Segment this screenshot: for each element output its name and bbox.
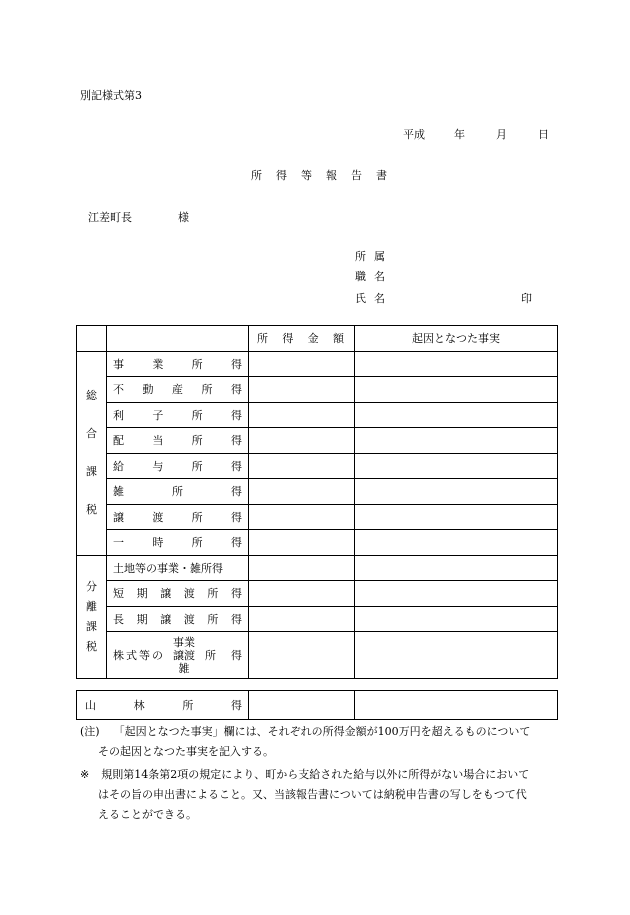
income-type-char: 渡 xyxy=(183,612,195,626)
income-type-char: 譲 xyxy=(113,510,124,524)
income-amount-cell[interactable] xyxy=(249,428,355,454)
income-fact-cell[interactable] xyxy=(355,504,558,530)
name-label: 氏名 xyxy=(355,292,393,305)
income-type-char: 事 xyxy=(113,357,124,371)
income-type-label xyxy=(107,479,249,505)
income-type-char: 時 xyxy=(152,536,164,550)
affiliation-label: 所属 xyxy=(355,250,393,263)
date-year: 年 xyxy=(454,128,465,141)
forest-income-char: 得 xyxy=(230,699,242,712)
table-row xyxy=(77,377,558,403)
income-type-char: 所 xyxy=(191,434,203,448)
income-type-char: 与 xyxy=(152,459,164,473)
income-type-char: 得 xyxy=(230,408,242,422)
income-type-char: 長 xyxy=(113,612,124,626)
table-row xyxy=(77,453,558,479)
income-type-char: 得 xyxy=(230,459,242,473)
income-type-char: 得 xyxy=(231,383,242,397)
income-type-char: 所 xyxy=(191,408,203,422)
income-type-char: 期 xyxy=(136,612,148,626)
date-line xyxy=(403,129,549,140)
income-type-char: 渡 xyxy=(152,510,164,524)
form-id: 別記様式第3 xyxy=(80,89,142,102)
income-type-char: 当 xyxy=(152,434,164,448)
income-fact-cell[interactable] xyxy=(355,479,558,505)
header-fact: 起因となつた事実 xyxy=(355,326,558,352)
stock-suffix-char: 得 xyxy=(231,649,242,662)
income-type-char: 所 xyxy=(207,587,219,601)
income-type-char: 所 xyxy=(207,612,219,626)
income-type-char: 利 xyxy=(113,408,124,422)
table-row xyxy=(77,632,558,679)
note-2-line-1: 規則第14条第2項の規定により、町から支給された給与以外に所得がない場合において xyxy=(101,768,530,781)
income-type-char: 渡 xyxy=(183,587,195,601)
income-amount-cell[interactable] xyxy=(249,581,355,607)
income-amount-cell[interactable] xyxy=(249,377,355,403)
income-type-char: 得 xyxy=(230,434,242,448)
income-type-char: 得 xyxy=(230,612,242,626)
income-type-char: 得 xyxy=(231,485,242,499)
income-type-char: 産 xyxy=(172,383,183,397)
note-1-mark: (注) xyxy=(80,725,100,738)
income-type-label: 土地等の事業・雑所得 xyxy=(107,555,249,581)
income-type-char: 子 xyxy=(152,408,164,422)
forest-income-amount[interactable] xyxy=(249,691,355,720)
income-amount-cell[interactable] xyxy=(249,479,355,505)
income-type-char: 所 xyxy=(191,357,203,371)
income-type-label xyxy=(107,530,249,556)
date-era: 平成 xyxy=(403,128,425,141)
income-amount-cell[interactable] xyxy=(249,632,355,679)
income-type-char: 譲 xyxy=(160,587,172,601)
income-fact-cell[interactable] xyxy=(355,632,558,679)
income-type-char: 期 xyxy=(136,587,148,601)
job-title-label: 職名 xyxy=(355,270,393,283)
group-label-text: 分 離 課 税 xyxy=(86,579,97,653)
income-type-char: 得 xyxy=(230,536,242,550)
income-type-char: 動 xyxy=(142,383,154,397)
header-blank-1 xyxy=(77,326,107,352)
income-type-char: 譲 xyxy=(160,612,172,626)
note-2-mark: ※ xyxy=(80,768,90,781)
income-type-label xyxy=(107,453,249,479)
income-fact-cell[interactable] xyxy=(355,453,558,479)
table-row xyxy=(77,428,558,454)
income-type-label xyxy=(107,606,249,632)
document-title: 所得等報告書 xyxy=(251,169,401,182)
income-type-label xyxy=(107,402,249,428)
income-type-char: 所 xyxy=(201,383,213,397)
income-type-char: 所 xyxy=(191,510,203,524)
income-type-char: 業 xyxy=(152,357,164,371)
income-fact-cell[interactable] xyxy=(355,377,558,403)
table-header-row xyxy=(77,326,558,352)
table-row xyxy=(77,351,558,377)
table-row xyxy=(77,479,558,505)
income-type-char: 所 xyxy=(172,485,183,499)
income-type-char: 短 xyxy=(113,587,124,601)
income-type-char: 雑 xyxy=(113,485,124,499)
income-amount-cell[interactable] xyxy=(249,453,355,479)
income-type-char: 得 xyxy=(230,510,242,524)
income-fact-cell[interactable] xyxy=(355,606,558,632)
stock-option: 雑 xyxy=(178,661,190,675)
table-row xyxy=(77,402,558,428)
income-type-char: 得 xyxy=(230,587,242,601)
table-row xyxy=(77,555,558,581)
header-amount xyxy=(249,326,355,352)
group-label-separate xyxy=(77,555,107,679)
income-amount-cell[interactable] xyxy=(249,504,355,530)
income-fact-cell[interactable] xyxy=(355,402,558,428)
header-amount-char: 金 xyxy=(307,332,319,346)
forest-income-table xyxy=(76,690,558,720)
header-amount-char: 得 xyxy=(282,332,294,346)
header-amount-char: 額 xyxy=(332,332,344,346)
income-type-char: 一 xyxy=(113,536,124,550)
income-fact-cell[interactable] xyxy=(355,428,558,454)
stock-suffix-char: 所 xyxy=(205,649,216,662)
table-row xyxy=(77,504,558,530)
seal-mark: 印 xyxy=(521,292,532,305)
income-amount-cell[interactable] xyxy=(249,402,355,428)
table-row xyxy=(77,530,558,556)
group-label-text: 総 合 課 税 xyxy=(86,389,97,516)
income-fact-cell[interactable] xyxy=(355,530,558,556)
stock-option: 事業 xyxy=(173,635,195,649)
table-row xyxy=(77,581,558,607)
note-2-line-3: えることができる。 xyxy=(98,808,197,821)
group-label-comprehensive xyxy=(77,351,107,555)
forest-income-label xyxy=(77,691,249,720)
date-day: 日 xyxy=(538,128,549,141)
income-type-char: 配 xyxy=(113,434,124,448)
addressee-name: 江差町長 xyxy=(88,211,132,224)
note-2 xyxy=(80,765,529,785)
stock-prefix: 株式等の xyxy=(113,649,165,662)
addressee xyxy=(88,212,189,223)
note-1-line-2: その起因となつた事実を記入する。 xyxy=(98,745,274,758)
note-1-line-1: 「起因となつた事実」欄には、それぞれの所得金額が100万円を超えるものについて xyxy=(113,725,531,738)
income-type-label xyxy=(107,351,249,377)
table-row xyxy=(77,691,558,720)
income-amount-cell[interactable] xyxy=(249,606,355,632)
income-type-char: 給 xyxy=(113,459,124,473)
income-amount-cell[interactable] xyxy=(249,351,355,377)
forest-income-fact[interactable] xyxy=(355,691,558,720)
income-amount-cell[interactable] xyxy=(249,555,355,581)
forest-income-char: 林 xyxy=(133,699,145,712)
income-fact-cell[interactable] xyxy=(355,555,558,581)
income-type-label xyxy=(107,377,249,403)
income-amount-cell[interactable] xyxy=(249,530,355,556)
header-amount-char: 所 xyxy=(257,332,268,346)
income-type-char: 不 xyxy=(113,383,124,397)
income-fact-cell[interactable] xyxy=(355,351,558,377)
income-type-label xyxy=(107,581,249,607)
income-type-char: 所 xyxy=(191,536,203,550)
header-blank-2 xyxy=(107,326,249,352)
forest-income-char: 所 xyxy=(182,699,194,712)
income-type-label xyxy=(107,428,249,454)
income-type-char: 所 xyxy=(191,459,203,473)
income-table xyxy=(76,325,558,679)
income-type-label xyxy=(107,504,249,530)
date-month: 月 xyxy=(496,128,507,141)
income-fact-cell[interactable] xyxy=(355,581,558,607)
stock-income-label xyxy=(107,632,249,679)
addressee-honorific: 様 xyxy=(178,211,189,224)
forest-income-char: 山 xyxy=(85,699,96,712)
note-2-line-2: はその旨の申出書によること。又、当該報告書については納税申告書の写しをもつて代 xyxy=(98,788,527,801)
stock-option: 譲渡 xyxy=(173,648,195,662)
table-row xyxy=(77,606,558,632)
note-1 xyxy=(80,722,530,742)
income-type-char: 得 xyxy=(230,357,242,371)
